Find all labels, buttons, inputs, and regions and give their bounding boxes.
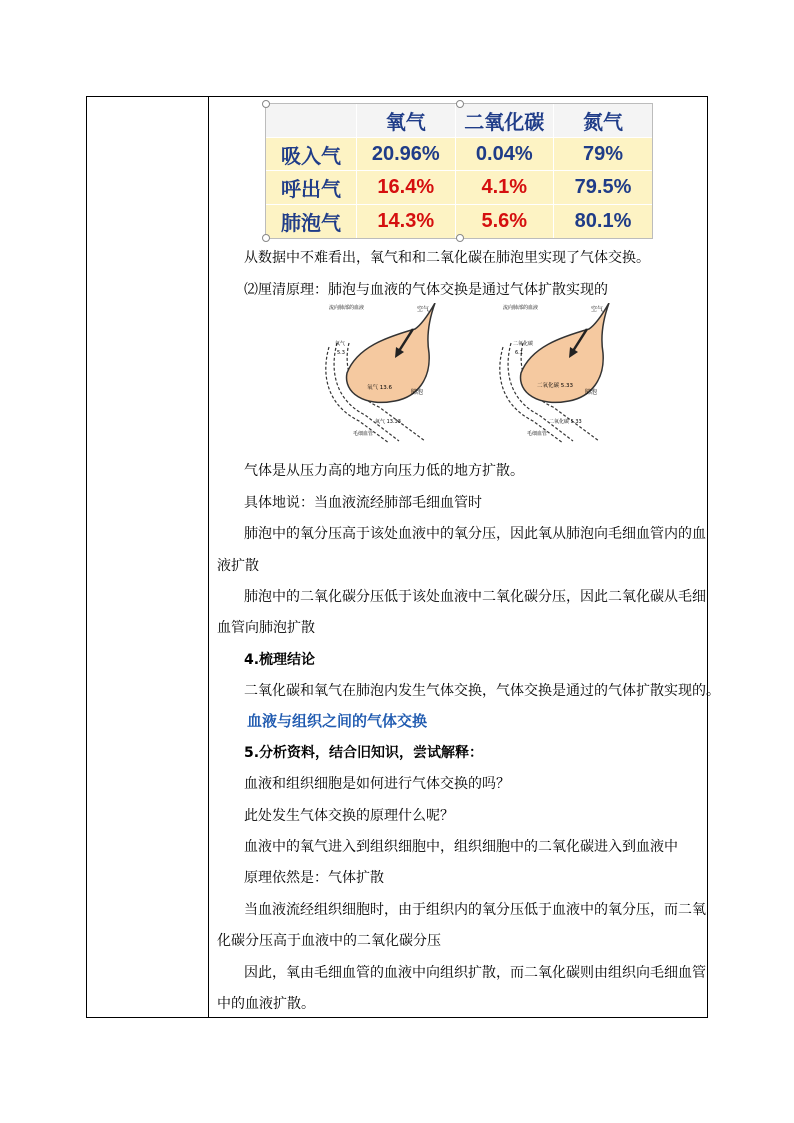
row-header: 吸入气 <box>266 137 357 171</box>
table-header-row <box>266 104 652 137</box>
diagram-label: 空气 <box>417 306 430 313</box>
paragraph: 原理依然是：气体扩散 <box>244 870 384 886</box>
paragraph: 从数据中不难看出，氧气和和二氧化碳在肺泡里实现了气体交换。 <box>244 250 650 266</box>
column-header: 氧气 <box>357 104 456 137</box>
table-cell: 14.3% <box>357 205 456 238</box>
table-cell: 4.1% <box>455 171 554 205</box>
paragraph: 血液和组织细胞是如何进行气体交换的吗？ <box>244 776 510 792</box>
table-row <box>266 205 652 238</box>
table-cell: 0.04% <box>455 137 554 171</box>
paragraph: 肺泡中的二氧化碳分压低于该处血液中二氧化碳分压，因此二氧化碳从毛细 <box>244 589 706 605</box>
paragraph: 二氧化碳和氧气在肺泡内发生气体交换，气体交换是通过的气体扩散实现的。 <box>244 683 720 699</box>
paragraph: 具体地说：当血液流经肺部毛细血管时 <box>244 495 482 511</box>
paragraph: 肺泡中的氧分压高于该处血液中的氧分压，因此氧从肺泡向毛细血管内的血 <box>244 526 706 542</box>
table-row <box>266 171 652 205</box>
table-cell: 5.6% <box>455 205 554 238</box>
diagram-label: 6.1 <box>515 350 523 356</box>
gas-composition-table <box>265 103 653 239</box>
paragraph: 血管向肺泡扩散 <box>217 620 315 636</box>
diagram-label: 氧气 13.33 <box>375 419 401 425</box>
resize-handle[interactable] <box>456 234 464 242</box>
content-cell <box>209 97 720 1017</box>
diagram-label: 肺泡 <box>585 389 598 396</box>
row-header: 呼出气 <box>266 171 357 205</box>
diagram-label: 二氧化碳 5.33 <box>537 383 573 389</box>
row-header: 肺泡气 <box>266 205 357 238</box>
diagram-label: 氧气 13.6 <box>367 385 392 391</box>
diagram-label: 毛细血管 <box>353 431 374 437</box>
paragraph: 中的血液扩散。 <box>217 996 315 1012</box>
resize-handle[interactable] <box>456 100 464 108</box>
paragraph: 当血液流经组织细胞时，由于组织内的氧分压低于血液中的氧分压，而二氧 <box>244 902 706 918</box>
table-cell: 20.96% <box>357 137 456 171</box>
section-heading: 4.梳理结论 <box>244 652 316 668</box>
paragraph: 气体是从压力高的地方向压力低的地方扩散。 <box>244 463 524 479</box>
paragraph: 液扩散 <box>217 558 259 574</box>
section-heading-blue: 血液与组织之间的气体交换 <box>247 712 428 730</box>
diagram-label: 肺泡 <box>411 389 424 396</box>
diagram-label: 毛细血管 <box>527 431 548 437</box>
section-heading: 5.分析资料，结合旧知识，尝试解释： <box>244 745 484 761</box>
alveolus-carbon-dioxide-diagram <box>491 303 623 443</box>
paragraph: 血液中的氧气进入到组织细胞中，组织细胞中的二氧化碳进入到血液中 <box>244 839 678 855</box>
table-cell: 79% <box>554 137 653 171</box>
table-corner <box>266 104 357 137</box>
column-header: 氮气 <box>554 104 653 137</box>
diagram-label: 氧气 <box>335 341 346 347</box>
paragraph: 化碳分压高于血液中的二氧化碳分压 <box>217 933 441 949</box>
diagram-label: 二氧化碳 5.33 <box>549 419 582 425</box>
table-cell: 80.1% <box>554 205 653 238</box>
column-header: 二氧化碳 <box>455 104 554 137</box>
paragraph: 因此，氧由毛细血管的血液中向组织扩散，而二氧化碳则由组织向毛细血管 <box>244 965 706 981</box>
resize-handle[interactable] <box>262 100 270 108</box>
table-row <box>266 137 652 171</box>
diagram-label: 流向肺部的血液 <box>329 305 365 311</box>
alveolus-oxygen-diagram <box>317 303 449 443</box>
diagram-label: 流向肺部的血液 <box>503 305 539 311</box>
diagram-label: 空气 <box>591 306 604 313</box>
table-cell: 16.4% <box>357 171 456 205</box>
lesson-table <box>86 96 720 1018</box>
paragraph: 此处发生气体交换的原理什么呢？ <box>244 808 454 824</box>
paragraph: ⑵厘清原理：肺泡与血液的气体交换是通过气体扩散实现的 <box>244 282 608 298</box>
resize-handle[interactable] <box>262 234 270 242</box>
table-cell: 79.5% <box>554 171 653 205</box>
diagram-label: 5.3 <box>337 350 345 356</box>
diagram-label: 二氧化碳 <box>513 341 534 347</box>
